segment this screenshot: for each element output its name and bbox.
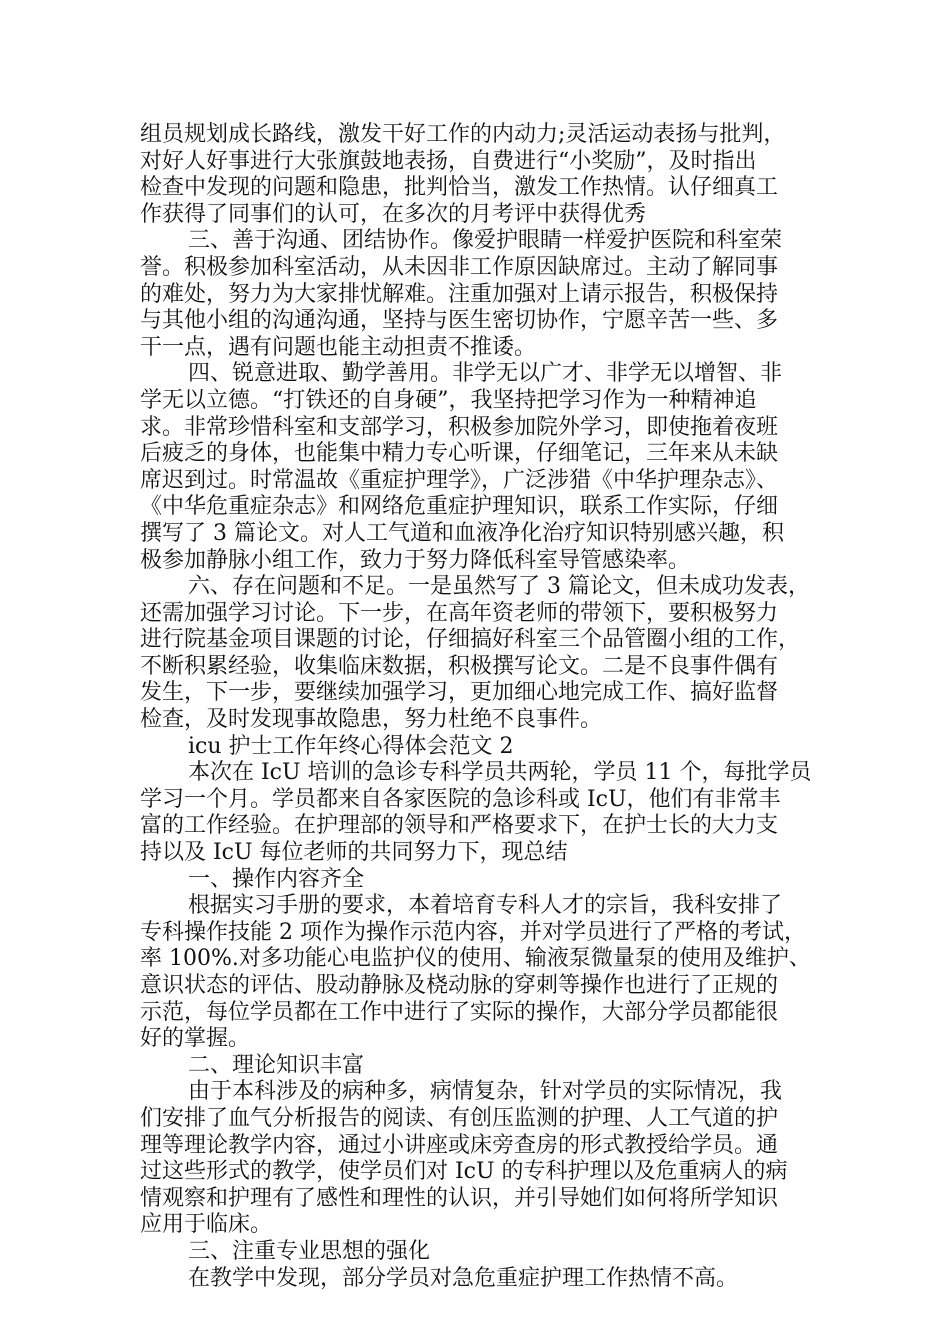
paragraph-line: 理等理论教学内容，通过小讲座或床旁查房的形式教授给学员。通: [140, 1132, 779, 1158]
paragraph-line: 作获得了同事们的认可，在多次的月考评中获得优秀: [140, 201, 647, 227]
paragraph-line: 干一点，遇有问题也能主动担责不推诿。: [140, 334, 537, 360]
paragraph-first-line: 四、锐意进取、勤学善用。非学无以广才、非学无以增智、非: [188, 361, 783, 387]
paragraph-line: 《中华危重症杂志》和网络危重症护理知识，联系工作实际，仔细: [140, 494, 779, 520]
paragraph-first-line: 三、注重专业思想的强化: [188, 1238, 431, 1264]
paragraph-line: 组员规划成长路线，激发干好工作的内动力;灵活运动表扬与批判，: [140, 122, 786, 147]
paragraph-line: 检查，及时发现事故隐患，努力杜绝不良事件。: [140, 707, 603, 733]
paragraph-first-line: icu 护士工作年终心得体会范文 2: [188, 733, 514, 759]
paragraph-line: 后疲乏的身体，也能集中精力专心听课，仔细笔记，三年来从未缺: [140, 441, 779, 467]
paragraph-line: 对好人好事进行大张旗鼓地表扬，自费进行“小奖励”，及时指出: [140, 148, 757, 174]
paragraph-line: 意识状态的评估、股动静脉及桡动脉的穿刺等操作也进行了正规的: [140, 973, 779, 998]
paragraph-first-line: 本次在 IcU 培训的急诊专科学员共两轮，学员 11 个，每批学员: [188, 760, 812, 786]
paragraph-first-line: 根据实习手册的要求，本着培育专科人才的宗旨，我科安排了: [188, 893, 783, 919]
paragraph-line: 好的掌握。: [140, 1026, 251, 1052]
paragraph-line: 率 100%.对多功能心电监护仪的使用、输液泵微量泵的使用及维护、: [140, 946, 811, 972]
paragraph-first-line: 六、存在问题和不足。一是虽然写了 3 篇论文，但未成功发表，: [188, 574, 810, 600]
paragraph-line: 检查中发现的问题和隐患，批判恰当，激发工作热情。认仔细真工: [140, 175, 779, 201]
paragraph-line: 持以及 IcU 每位老师的共同努力下，现总结: [140, 840, 568, 866]
document-body: [140, 122, 830, 1292]
paragraph-line: 过这些形式的教学，使学员们对 IcU 的专科护理以及危重病人的病: [140, 1159, 788, 1185]
paragraph-line: 们安排了血气分析报告的阅读、有创压监测的护理、人工气道的护: [140, 1105, 779, 1131]
paragraph-line: 极参加静脉小组工作，致力于努力降低科室导管感染率。: [140, 547, 691, 573]
paragraph-line: 不断积累经验，收集临床数据，积极撰写论文。二是不良事件偶有: [140, 653, 779, 679]
paragraph-first-line: 一、操作内容齐全: [188, 866, 365, 892]
paragraph-line: 专科操作技能 2 项作为操作示范内容，并对学员进行了严格的考试，: [140, 919, 806, 945]
paragraph-first-line: 三、善于沟通、团结协作。像爱护眼睛一样爱护医院和科室荣: [188, 228, 783, 254]
paragraph-first-line: 在教学中发现，部分学员对急危重症护理工作热情不高。: [188, 1265, 739, 1291]
paragraph-line: 进行院基金项目课题的讨论，仔细搞好科室三个品管圈小组的工作，: [140, 627, 801, 653]
paragraph-line: 席迟到过。时常温故《重症护理学》，广泛涉猎《中华护理杂志》、: [140, 467, 779, 493]
paragraph-line: 还需加强学习讨论。下一步，在高年资老师的带领下，要积极努力: [140, 600, 779, 626]
paragraph-line: 富的工作经验。在护理部的领导和严格要求下，在护士长的大力支: [140, 813, 779, 839]
paragraph-first-line: 由于本科涉及的病种多，病情复杂，针对学员的实际情况，我: [188, 1079, 783, 1105]
paragraph-line: 学无以立德。“打铁还的自身硬”，我坚持把学习作为一种精神追: [140, 387, 757, 413]
paragraph-line: 示范，每位学员都在工作中进行了实际的操作，大部分学员都能很: [140, 999, 779, 1025]
paragraph-line: 与其他小组的沟通沟通，坚持与医生密切协作，宁愿辛苦一些、多: [140, 308, 779, 334]
paragraph-line: 学习一个月。学员都来自各家医院的急诊科或 IcU，他们有非常丰: [140, 786, 781, 812]
paragraph-line: 求。非常珍惜科室和支部学习，积极参加院外学习，即使拖着夜班: [140, 414, 779, 440]
paragraph-first-line: 二、理论知识丰富: [188, 1052, 365, 1078]
paragraph-line: 发生，下一步，要继续加强学习，更加细心地完成工作、搞好监督: [140, 680, 779, 706]
paragraph-line: 的难处，努力为大家排忧解难。注重加强对上请示报告，积极保持: [140, 281, 779, 307]
paragraph-line: 情观察和护理有了感性和理性的认识，并引导她们如何将所学知识: [140, 1185, 779, 1211]
paragraph-line: 誉。积极参加科室活动，从未因非工作原因缺席过。主动了解同事: [140, 254, 779, 280]
paragraph-line: 撰写了 3 篇论文。对人工气道和血液净化治疗知识特别感兴趣，积: [140, 520, 784, 546]
paragraph-line: 应用于临床。: [140, 1212, 273, 1238]
